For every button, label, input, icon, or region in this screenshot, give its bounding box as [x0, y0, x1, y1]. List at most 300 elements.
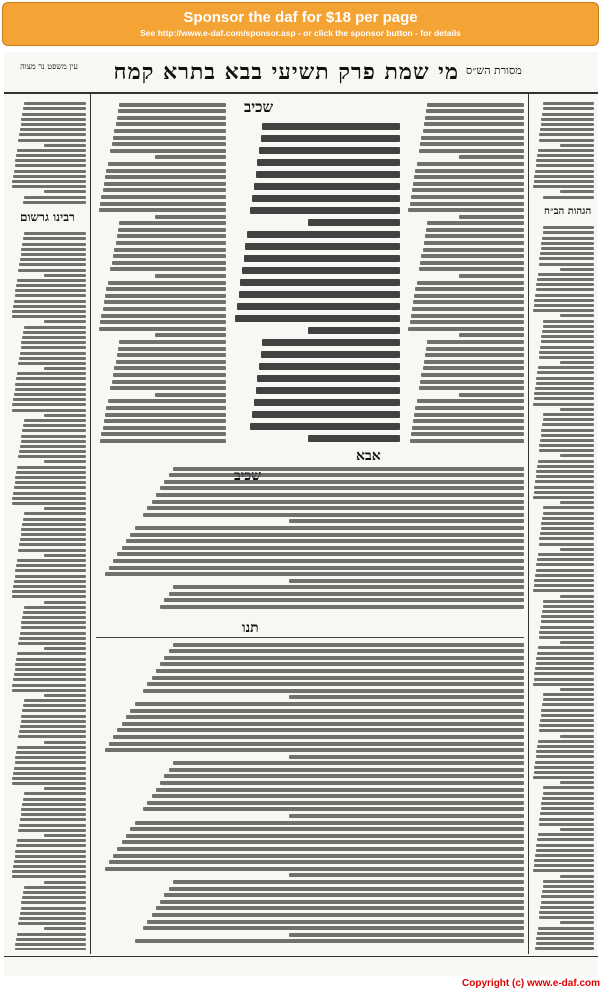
text-line	[257, 159, 400, 166]
text-line	[44, 274, 86, 277]
text-line	[21, 528, 86, 531]
text-line	[23, 237, 86, 240]
text-line	[44, 694, 86, 697]
text-line	[105, 294, 226, 298]
text-line	[113, 559, 524, 563]
text-line	[19, 824, 86, 827]
text-line	[112, 142, 226, 146]
text-line	[261, 351, 400, 358]
text-line	[536, 475, 594, 478]
text-line	[536, 942, 594, 945]
ein-mishpat-label: עין משפט נר מצוה	[20, 62, 78, 71]
text-line	[537, 652, 594, 655]
text-line	[536, 937, 594, 940]
text-line	[538, 553, 594, 556]
text-line	[12, 502, 86, 505]
text-line	[143, 513, 524, 517]
text-line	[245, 243, 400, 250]
text-line	[24, 792, 86, 795]
text-line	[538, 646, 594, 649]
text-line	[560, 190, 594, 193]
text-line	[534, 486, 594, 489]
text-line	[543, 693, 594, 696]
text-line	[250, 423, 400, 430]
text-line	[106, 406, 226, 410]
text-line	[536, 657, 594, 660]
text-line	[542, 423, 594, 426]
text-line	[18, 269, 86, 272]
text-line	[16, 844, 86, 847]
text-line	[421, 136, 524, 140]
text-line	[19, 917, 86, 920]
text-line	[536, 844, 594, 847]
text-line	[543, 418, 594, 421]
text-line	[541, 118, 594, 121]
text-line	[424, 360, 524, 364]
text-line	[117, 116, 226, 120]
text-line	[117, 847, 524, 851]
text-line	[15, 294, 86, 297]
text-line	[543, 605, 594, 608]
gemara-column	[232, 118, 400, 458]
text-line	[415, 169, 524, 173]
text-line	[413, 182, 524, 186]
text-line	[535, 854, 594, 857]
text-line	[560, 501, 594, 504]
text-line	[21, 341, 86, 344]
text-line	[16, 751, 86, 754]
text-line	[101, 195, 226, 199]
text-line	[539, 636, 594, 639]
text-line	[44, 787, 86, 790]
text-line	[21, 346, 86, 349]
text-line	[109, 860, 524, 864]
text-line	[173, 761, 524, 765]
text-line	[560, 595, 594, 598]
text-line	[15, 383, 86, 386]
text-line	[560, 921, 594, 924]
text-line	[540, 439, 594, 442]
text-line	[15, 756, 86, 759]
text-line	[289, 755, 524, 759]
text-line	[417, 281, 524, 285]
text-line	[541, 522, 594, 525]
text-line	[420, 142, 524, 146]
text-line	[117, 234, 226, 238]
text-line	[44, 190, 86, 193]
text-line	[21, 118, 86, 121]
text-line	[536, 283, 594, 286]
text-line	[119, 340, 226, 344]
text-line	[419, 386, 524, 390]
text-line	[101, 432, 226, 436]
text-line	[21, 720, 86, 723]
text-line	[114, 248, 226, 252]
text-line	[156, 788, 524, 792]
text-line	[114, 366, 226, 370]
sponsor-subline[interactable]: See http://www.e-daf.com/sponsor.asp - or click the sponsor button - for details	[140, 28, 461, 38]
text-line	[105, 867, 524, 871]
text-line	[18, 642, 86, 645]
text-line	[19, 543, 86, 546]
text-line	[130, 827, 524, 831]
text-line	[15, 569, 86, 572]
text-line	[15, 388, 86, 391]
text-line	[259, 363, 400, 370]
text-line	[257, 375, 400, 382]
text-line	[44, 881, 86, 884]
text-line	[116, 122, 227, 126]
sponsor-banner[interactable]	[2, 2, 599, 46]
text-line	[110, 386, 226, 390]
text-line	[414, 175, 524, 179]
text-line	[419, 267, 524, 271]
text-line	[533, 185, 594, 188]
text-line	[459, 393, 524, 397]
text-line	[24, 606, 86, 609]
text-line	[12, 590, 86, 593]
text-line	[534, 672, 594, 675]
text-line	[256, 387, 400, 394]
footer-rule	[4, 956, 598, 957]
text-line	[12, 180, 86, 183]
text-line	[143, 807, 524, 811]
text-line	[540, 128, 594, 131]
text-line	[105, 413, 226, 417]
text-line	[13, 772, 86, 775]
text-line	[543, 325, 594, 328]
text-line	[22, 523, 86, 526]
text-line	[423, 129, 524, 133]
text-line	[113, 735, 524, 739]
text-line	[156, 493, 524, 497]
text-line	[105, 748, 524, 752]
text-line	[289, 873, 524, 877]
text-line	[289, 519, 524, 523]
gemara-marker-word: תנו	[242, 620, 259, 636]
text-line	[20, 632, 86, 635]
text-line	[534, 864, 594, 867]
text-line	[24, 419, 86, 422]
text-line	[118, 109, 226, 113]
text-line	[534, 766, 594, 769]
text-line	[112, 380, 226, 384]
text-line	[533, 869, 594, 872]
text-line	[410, 439, 524, 443]
text-line	[533, 403, 594, 406]
text-line	[44, 414, 86, 417]
text-line	[22, 243, 86, 246]
text-line	[12, 782, 86, 785]
text-line	[103, 307, 227, 311]
text-line	[110, 149, 226, 153]
text-line	[44, 647, 86, 650]
text-line	[541, 242, 594, 245]
text-line	[105, 572, 524, 576]
text-line	[536, 849, 594, 852]
text-line	[543, 512, 594, 515]
text-line	[539, 444, 594, 447]
copyright-footer[interactable]: Copyright (c) www.e-daf.com	[462, 978, 600, 989]
text-line	[24, 699, 86, 702]
text-line	[536, 159, 594, 162]
text-line	[21, 907, 86, 910]
hagahot-column	[532, 224, 594, 950]
text-line	[417, 162, 524, 166]
text-line	[537, 932, 594, 935]
text-line	[160, 486, 524, 490]
text-line	[538, 273, 594, 276]
text-line	[152, 913, 524, 917]
text-line	[116, 360, 227, 364]
text-line	[535, 947, 594, 950]
text-line	[18, 735, 86, 738]
text-line	[109, 566, 524, 570]
text-line	[415, 406, 524, 410]
text-line	[14, 170, 86, 173]
text-line	[105, 175, 226, 179]
text-line	[108, 281, 226, 285]
text-line	[539, 257, 594, 260]
text-line	[12, 870, 86, 873]
text-line	[21, 808, 86, 811]
text-line	[410, 320, 524, 324]
text-line	[24, 886, 86, 889]
text-line	[156, 669, 524, 673]
text-line	[308, 327, 400, 334]
text-line	[541, 247, 594, 250]
rashi-upper-column	[406, 100, 524, 460]
text-line	[12, 684, 86, 687]
text-line	[155, 215, 227, 219]
text-line	[135, 702, 524, 706]
text-line	[12, 595, 86, 598]
text-line	[534, 771, 594, 774]
text-line	[560, 314, 594, 317]
text-line	[16, 471, 86, 474]
text-line	[560, 641, 594, 644]
text-line	[126, 539, 524, 543]
text-line	[539, 263, 594, 266]
text-line	[16, 284, 86, 287]
text-line	[537, 838, 594, 841]
text-line	[114, 129, 226, 133]
commentary-mid-block	[96, 464, 524, 614]
text-line	[412, 426, 524, 430]
text-line	[44, 367, 86, 370]
text-line	[543, 320, 594, 323]
text-line	[44, 834, 86, 837]
text-line	[539, 729, 594, 732]
text-line	[543, 506, 594, 509]
text-line	[113, 854, 524, 858]
text-line	[543, 880, 594, 883]
text-line	[173, 880, 524, 884]
text-line	[459, 215, 524, 219]
text-line	[23, 331, 86, 334]
text-line	[536, 569, 594, 572]
text-line	[20, 128, 86, 131]
text-line	[533, 589, 594, 592]
text-line	[459, 155, 524, 159]
text-line	[411, 314, 524, 318]
text-line	[101, 314, 226, 318]
text-line	[560, 361, 594, 364]
text-line	[130, 709, 524, 713]
text-line	[169, 887, 524, 891]
text-line	[538, 460, 594, 463]
text-line	[24, 326, 86, 329]
text-line	[104, 182, 226, 186]
text-line	[13, 398, 86, 401]
text-line	[261, 135, 400, 142]
text-line	[539, 916, 594, 919]
text-line	[536, 382, 594, 385]
text-line	[126, 834, 524, 838]
text-line	[426, 109, 524, 113]
text-line	[152, 794, 524, 798]
text-line	[14, 580, 86, 583]
text-line	[256, 171, 400, 178]
text-line	[424, 122, 524, 126]
text-line	[116, 241, 227, 245]
text-line	[21, 248, 86, 251]
text-line	[423, 248, 524, 252]
text-line	[17, 652, 86, 655]
text-line	[12, 185, 86, 188]
text-line	[104, 300, 226, 304]
text-line	[13, 678, 86, 681]
text-line	[21, 435, 86, 438]
text-line	[542, 797, 594, 800]
text-line	[103, 426, 227, 430]
text-line	[15, 481, 86, 484]
text-line	[173, 643, 524, 647]
text-line	[539, 724, 594, 727]
text-line	[541, 123, 594, 126]
text-line	[44, 601, 86, 604]
text-line	[421, 373, 524, 377]
text-line	[13, 492, 86, 495]
text-line	[156, 906, 524, 910]
text-line	[17, 559, 86, 562]
text-line	[415, 287, 524, 291]
text-line	[155, 155, 227, 159]
text-line	[414, 413, 524, 417]
text-line	[23, 424, 86, 427]
text-line	[152, 676, 524, 680]
text-line	[20, 912, 86, 915]
text-line	[164, 774, 524, 778]
text-line	[15, 850, 86, 853]
text-line	[21, 901, 86, 904]
text-line	[537, 558, 594, 561]
text-line	[534, 859, 594, 862]
sponsor-headline[interactable]: Sponsor the daf for $18 per page	[183, 9, 418, 26]
text-line	[459, 333, 524, 337]
text-line	[164, 598, 524, 602]
text-line	[539, 351, 594, 354]
text-line	[143, 689, 524, 693]
text-line	[543, 885, 594, 888]
text-line	[539, 449, 594, 452]
text-line	[540, 252, 594, 255]
text-line	[408, 208, 524, 212]
text-line	[560, 688, 594, 691]
text-line	[12, 777, 86, 780]
text-line	[539, 133, 594, 136]
rabbeinu-gershom-label: רבינו גרשום	[20, 210, 75, 224]
text-line	[44, 320, 86, 323]
text-line	[542, 610, 594, 613]
text-line	[23, 611, 86, 614]
text-line	[417, 399, 524, 403]
text-line	[113, 373, 226, 377]
text-line	[113, 136, 226, 140]
text-line	[12, 689, 86, 692]
text-line	[14, 393, 86, 396]
text-line	[106, 287, 226, 291]
text-line	[169, 649, 524, 653]
text-line	[14, 300, 86, 303]
text-line	[119, 103, 226, 107]
text-line	[536, 662, 594, 665]
text-line	[420, 380, 524, 384]
text-line	[425, 234, 524, 238]
text-line	[18, 829, 86, 832]
text-line	[12, 409, 86, 412]
text-line	[537, 278, 594, 281]
text-line	[19, 637, 86, 640]
text-line	[543, 107, 594, 110]
text-line	[117, 353, 226, 357]
text-line	[147, 801, 524, 805]
text-line	[17, 746, 86, 749]
text-line	[17, 149, 86, 152]
column-divider-right	[528, 94, 529, 954]
text-line	[542, 517, 594, 520]
text-line	[543, 786, 594, 789]
text-line	[22, 429, 86, 432]
text-line	[155, 393, 227, 397]
text-line	[543, 792, 594, 795]
text-line	[537, 465, 594, 468]
text-line	[235, 315, 400, 322]
text-line	[543, 231, 594, 234]
text-line	[99, 208, 226, 212]
text-line	[538, 366, 594, 369]
text-line	[536, 164, 594, 167]
text-line	[427, 103, 524, 107]
text-line	[539, 543, 594, 546]
text-line	[169, 592, 524, 596]
text-line	[423, 366, 524, 370]
text-line	[426, 347, 524, 351]
text-line	[104, 419, 226, 423]
text-line	[20, 258, 86, 261]
text-line	[106, 169, 226, 173]
text-line	[122, 840, 524, 844]
text-line	[427, 340, 524, 344]
text-line	[541, 895, 594, 898]
text-line	[536, 377, 594, 380]
text-line	[12, 310, 86, 313]
text-line	[289, 814, 524, 818]
text-line	[21, 813, 86, 816]
text-line	[543, 102, 594, 105]
text-line	[540, 812, 594, 815]
talmud-page	[4, 52, 598, 976]
